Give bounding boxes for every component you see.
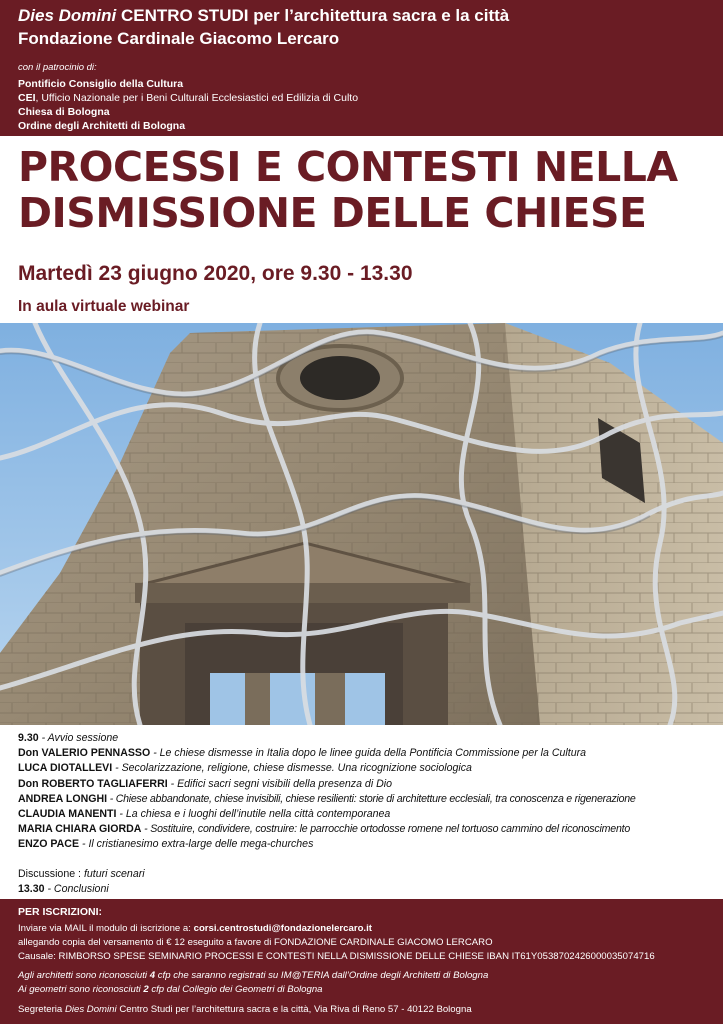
secretariat-line: Segreteria Dies Domini Centro Studi per l’architettura sacra e la città, Via Riva di Reno 57 - 40122 Bologna [18, 1004, 472, 1015]
title-line-1: PROCESSI E CONTESTI NELLA [18, 143, 678, 191]
church-photo [0, 323, 723, 725]
speaker-row: Don ROBERTO TAGLIAFERRI - Edifici sacri segni visibili della presenza di Dio [18, 777, 393, 790]
architect-credits: Agli architetti sono riconosciuti 4 cfp che saranno registrati su IM@TERIA dall’Ordine degli Architetti di Bologna [18, 970, 489, 981]
church-fence-illustration [0, 323, 723, 725]
patron-item: Pontificio Consiglio della Cultura [18, 78, 184, 90]
patron-item: CEI, Ufficio Nazionale per i Beni Culturali Ecclesiastici ed Edilizia di Culto [18, 92, 359, 104]
header-band [0, 0, 723, 136]
patron-item: Ordine degli Architetti di Bologna [18, 120, 186, 132]
speaker-row: Don VALERIO PENNASSO - Le chiese dismesse in Italia dopo le linee guida della Pontificia Commissione per la Cultura [18, 747, 587, 760]
program-opening: 9.30 - Avvio sessione [18, 732, 119, 744]
speaker-row: LUCA DIOTALLEVI - Secolarizzazione, religione, chiese dismesse. Una ricognizione sociologica [18, 762, 472, 775]
surveyor-credits: Ai geometri sono riconosciuti 2 cfp dal Collegio dei Geometri di Bologna [18, 984, 323, 995]
patronage-label: con il patrocinio di: [18, 62, 97, 73]
payment-line: allegando copia del versamento di € 12 eseguito a favore di FONDAZIONE CARDINALE GIACOMO LERCARO [18, 937, 493, 948]
speaker-row: ENZO PACE - Il cristianesimo extra-large delle mega-churches [18, 838, 314, 851]
speaker-row: MARIA CHIARA GIORDA - Sostituire, condividere, costruire: le parrocchie ortodosse romene nel tortuoso cammino del riconoscimento [18, 823, 631, 836]
title-line-2: DISMISSIONE DELLE CHIESE [18, 189, 647, 237]
registration-footer [0, 899, 723, 1024]
iban-line: Causale: RIMBORSO SPESE SEMINARIO PROCESSI E CONTESTI NELLA DISMISSIONE DELLE CHIESE IBAN IT61Y0538702426000035074716 [18, 951, 655, 962]
registration-email-line: Inviare via MAIL il modulo di iscrizione a: corsi.centrostudi@fondazionelercaro.it [18, 923, 372, 934]
patron-item: Chiesa di Bologna [18, 106, 110, 118]
event-title [18, 144, 718, 236]
speaker-row: CLAUDIA MANENTI - La chiesa e i luoghi dell’inutile nella città contemporanea [18, 808, 391, 821]
centro-studi-title: Dies Domini CENTRO STUDI per l’architettura sacra e la città [18, 6, 510, 25]
registration-title: PER ISCRIZIONI: [18, 906, 103, 918]
speaker-row: ANDREA LONGHI - Chiese abbandonate, chiese invisibili, chiese resilienti: storie di architetture ecclesiali, tra conoscenza e rigenerazione [18, 792, 636, 805]
program-closing: 13.30 - Conclusioni [18, 882, 109, 895]
program [18, 731, 718, 897]
foundation-name: Fondazione Cardinale Giacomo Lercaro [18, 29, 340, 48]
door-opening [210, 673, 385, 725]
event-date: Martedì 23 giugno 2020, ore 9.30 - 13.30 [18, 262, 413, 285]
registration-email-link[interactable]: corsi.centrostudi@fondazionelercaro.it [193, 923, 372, 934]
program-discussion: Discussione : futuri scenari [18, 867, 145, 880]
door-lintel [135, 583, 470, 603]
event-format: In aula virtuale webinar [18, 298, 190, 315]
